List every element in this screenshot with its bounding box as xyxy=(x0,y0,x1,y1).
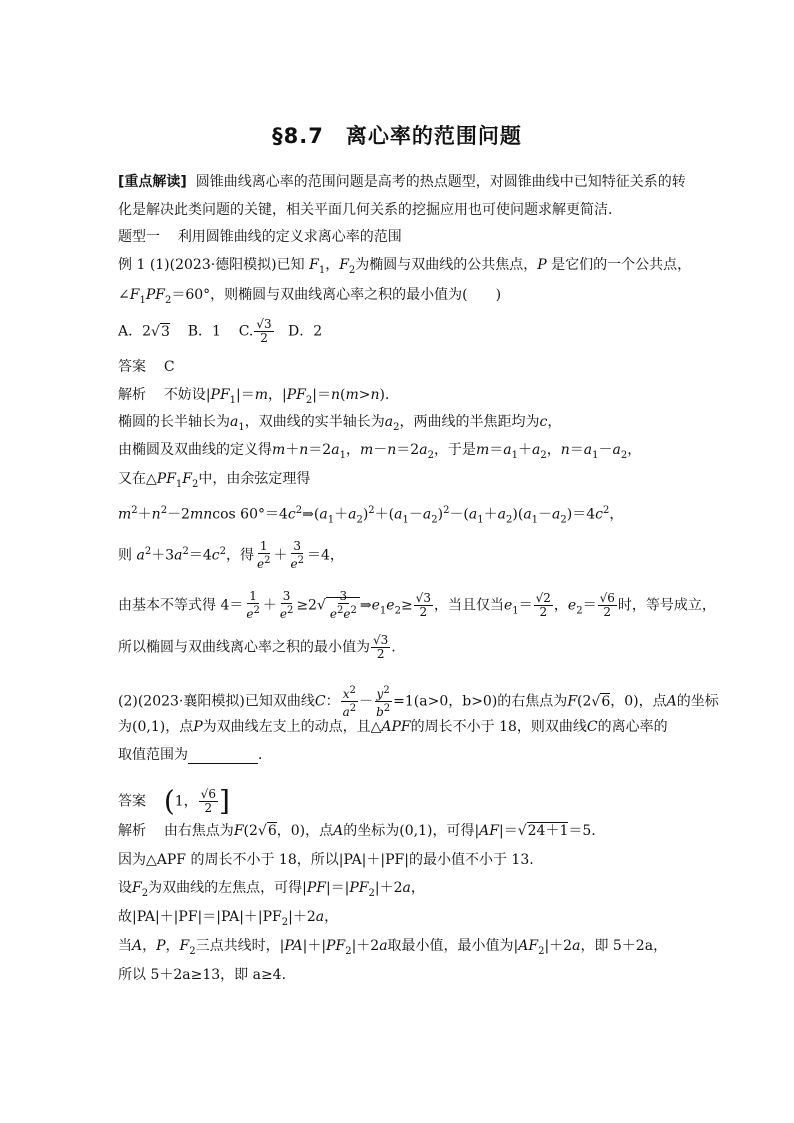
example1-rest: 为椭圆与双曲线的公共焦点， xyxy=(355,257,538,273)
solution-line-1: 解析 不妨设$|PF_1|=m$，$|PF_2|=n(m>n)$． xyxy=(118,387,400,406)
intro-line-1 xyxy=(118,173,686,191)
type1-label: 题型一 xyxy=(118,229,160,245)
example1-line-2: $\angle F_1PF_2=60^\circ$，则椭圆与双曲线离心率之积的最小值为( ) xyxy=(118,287,502,306)
part2-text: 的周长不小于 18，则双曲线 xyxy=(410,719,587,735)
example1-label: 例 1 xyxy=(118,257,146,273)
sol-text: 为双曲线的左焦点，可得 xyxy=(148,880,303,896)
section-number: §8.7 xyxy=(272,124,324,148)
solution-line-7: 由基本不等式得 4＝ $\frac{1}{e^2}$ ＋ $\frac{3}{e^2}$ ≥2√ $\frac{3}{e^2e^2}$ $\Rightarrow e_1e_2\ge$ $\frac{√3}{2}$ ，当且仅当$e_1=$ $\frac{√2}{2}$ ，$e_2=$ $\frac{√6}{2}$ 时，等号成立， xyxy=(118,589,716,621)
example1-question: ，则椭圆与双曲线离心率之积的最小值为( ) xyxy=(210,287,502,303)
part2-line-3: 取值范围为 ． xyxy=(118,747,272,763)
answer-blank xyxy=(188,749,258,764)
section-title: 离心率的范围问题 xyxy=(345,124,522,148)
sol-text: 当 xyxy=(118,938,132,954)
solution-line-3: 由椭圆及双曲线的定义得$m+n=2a_1$，$m-n=2a_2$，于是$m=a_1+a_2$，$n=a_1-a_2$， xyxy=(118,442,642,461)
answer-label: 答案 xyxy=(118,359,146,375)
sol-text: ，于是 xyxy=(433,442,476,458)
sol-text: 椭圆的长半轴长为 xyxy=(118,414,230,430)
type1-title: 利用圆锥曲线的定义求离心率的范围 xyxy=(177,229,402,245)
part2-text: 的离心率的 xyxy=(597,719,668,735)
sol-text: 中，由余弦定理得 xyxy=(198,471,311,487)
intro-text-1: 圆锥曲线离心率的范围问题是高考的热点题型，对圆锥曲线中已知特征关系的转 xyxy=(195,174,686,190)
part2-answer: 答案 (1， $\frac{√6}{2}$ ] xyxy=(118,784,230,818)
type1-heading xyxy=(118,228,402,246)
solution-line-8: 所以椭圆与双曲线离心率之积的最小值为 $\frac{√3}{2}$ . xyxy=(118,633,396,661)
example1-tail: 是它们的一个公共点， xyxy=(551,257,692,273)
example1-head: (1)(2023·德阳模拟)已知 xyxy=(149,257,305,273)
sol-text: 由右焦点为 xyxy=(163,823,234,839)
sol-text: 设 xyxy=(118,880,132,896)
example1-options: A．2√3 B．1 C. $\frac{√3}{2}$ D．2 xyxy=(118,317,323,345)
part2-sol-2: 因为△APF 的周长不小于 18，所以|PA|＋|PF|的最小值不小于 13. xyxy=(118,852,534,868)
sol-text: ，点 xyxy=(305,823,334,839)
sol-text: 的坐标为(0,1)，可得 xyxy=(343,823,475,839)
option-a: A．2 xyxy=(118,323,152,340)
analysis-label: 解析 xyxy=(118,823,146,839)
sol-text: 取最小值，最小值为 xyxy=(387,938,514,954)
solution-line-2: 椭圆的长半轴长为$a_1$，双曲线的实半轴长为$a_2$，两曲线的半焦距均为c， xyxy=(118,414,562,433)
example1-line-1: 例 1 (1)(2023·德阳模拟)已知 $F_1$，$F_2$为椭圆与双曲线的公共焦点，P 是它们的一个公共点， xyxy=(118,257,692,276)
part2-text: 为双曲线左支上的动点，且△ xyxy=(202,719,382,735)
part2-text: 取值范围为 xyxy=(118,747,188,763)
part2-sol-3: 设$F_2$为双曲线的左焦点，可得$|PF|=|PF_2|+2a$， xyxy=(118,880,425,899)
part2-tail: ，点 xyxy=(638,693,667,710)
sol-text: 由基本不等式得 xyxy=(118,597,216,614)
sol-text: ，当且仅当 xyxy=(433,597,504,614)
part2-tail2: 的坐标 xyxy=(676,693,719,710)
sol-text: 由椭圆及双曲线的定义得 xyxy=(118,442,272,458)
part2-sol-4: 故$|PA|+|PF|=|PA|+|PF_2|+2a$， xyxy=(118,909,339,928)
intro-tag: [重点解读] xyxy=(118,174,187,190)
sol-text: 不妨设 xyxy=(163,387,206,403)
answer-label: 答案 xyxy=(118,793,146,810)
intro-line-2: 化是解决此类问题的关键，相关平面几何关系的挖掘应用也可使问题求解更简洁. xyxy=(118,202,613,218)
option-c-fraction: $\frac{√3}{2}$ xyxy=(256,317,272,345)
sol-text: ，双曲线的实半轴长为 xyxy=(244,414,385,430)
part2-sol-6: 所以 5＋2a≥13，即 a≥4. xyxy=(118,967,287,983)
option-c: C. xyxy=(238,323,254,340)
part2-head: (2)(2023·襄阳模拟)已知双曲线 xyxy=(118,693,315,710)
sol-text: 三点共线时， xyxy=(195,938,280,954)
sol-text: ，得 xyxy=(225,547,254,564)
sol-text: 时，等号成立， xyxy=(617,597,716,614)
sol-text: 故|PA|＋|PF|＝|PA|＋|PF xyxy=(118,909,282,925)
part2-text: 为(0,1)，点 xyxy=(118,719,194,735)
part2-line-2: 为(0,1)，点P为双曲线左支上的动点，且△APF的周长不小于 18，则双曲线C的离心率的 xyxy=(118,719,668,735)
part2-sol-5: 当A，P，$F_2$三点共线时，$|PA|+|PF_2|+2a$取最小值，最小值为$|AF_2|+2a$，即 5＋2a， xyxy=(118,938,668,957)
option-b: B．1 xyxy=(187,323,221,340)
option-d: D．2 xyxy=(288,323,323,340)
solution-line-6: 则 $a^2+3a^2=4c^2$，得 $\frac{1}{e^2}$ ＋ $\frac{3}{e^2}$ ＝4， xyxy=(118,539,344,571)
analysis-label: 解析 xyxy=(118,387,146,403)
sol-text: 所以椭圆与双曲线离心率之积的最小值为 xyxy=(118,639,370,656)
part2-sol-1: 解析 由右焦点为F(2√6，0)，点A的坐标为(0,1)，可得|AF|＝√24＋1＝5. xyxy=(118,823,596,839)
part2-line-1: (2)(2023·襄阳模拟)已知双曲线C： $\frac{x^2}{a^2}$ － $\frac{y^2}{b^2}$ =1(a>0，b>0)的右焦点为F(2√6，0)，点A的坐标 xyxy=(118,685,719,719)
sol-text: 又在△ xyxy=(118,471,157,487)
answer-value: C xyxy=(163,359,175,375)
sol-text: ，即 5＋2a， xyxy=(580,938,668,954)
sol-text: ，两曲线的半焦距均为 xyxy=(399,414,540,430)
page-title xyxy=(0,120,794,150)
solution-line-4: 又在$\triangle PF_1F_2$中，由余弦定理得 xyxy=(118,471,311,490)
sol-text: 则 xyxy=(118,547,132,564)
solution-line-5: $m^2+n^2-2mncos$ $60^\circ=4c^2\Rightarrow(a_1+a_2)^2+(a_1-a_2)^2-(a_1+a_2)(a_1-a_2)=4c^2$， xyxy=(118,505,624,526)
part2-cond: =1(a>0，b>0)的右焦点为 xyxy=(393,693,568,710)
example1-answer xyxy=(118,358,175,376)
